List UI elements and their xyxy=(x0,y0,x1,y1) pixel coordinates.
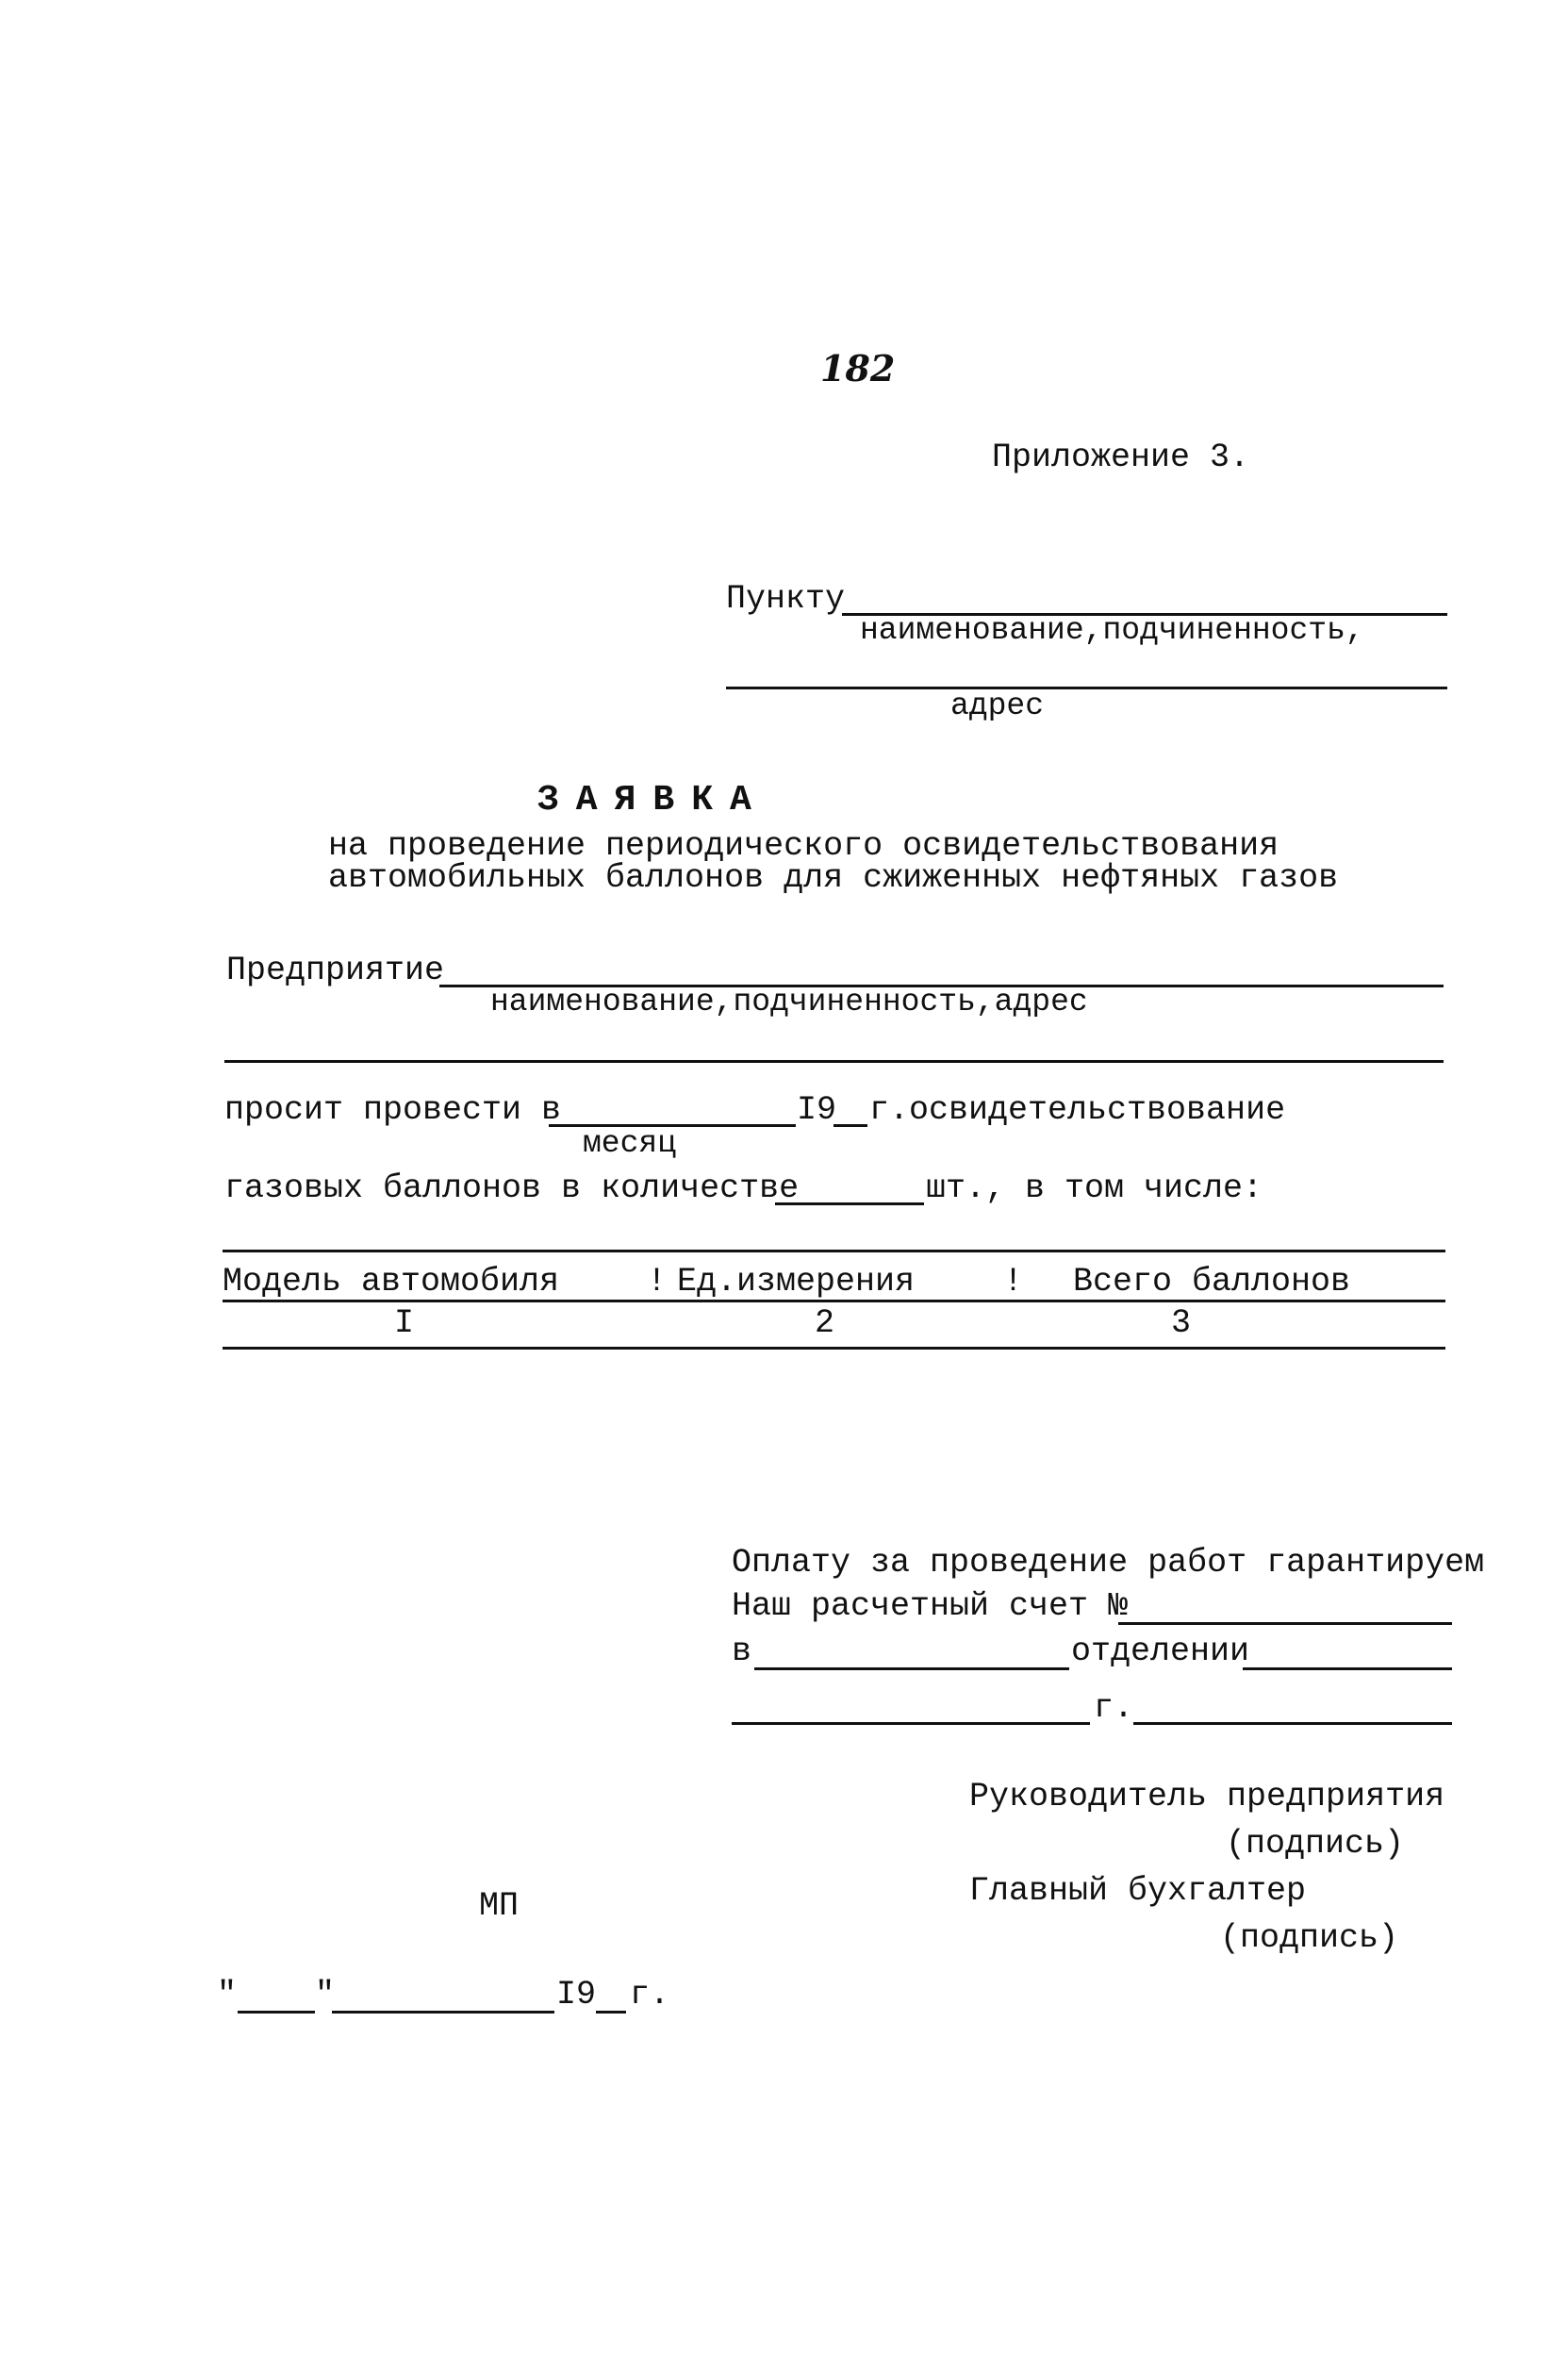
page-number: 182 xyxy=(820,347,896,389)
appendix-label: Приложение 3. xyxy=(992,439,1250,476)
addressee-caption-name: наименование,подчиненность, xyxy=(860,613,1364,648)
payment-bank-line xyxy=(754,1667,1069,1670)
request-prefix: просит провести в xyxy=(224,1091,562,1129)
table-header-sep-2: ! xyxy=(1003,1263,1024,1301)
payment-in-label: в xyxy=(732,1632,752,1670)
document-title: ЗАЯВКА xyxy=(537,780,768,820)
table-header-unit: Ед.измерения xyxy=(677,1263,916,1301)
request-suffix: г.освидетельствование xyxy=(869,1091,1286,1129)
payment-city-line-2 xyxy=(1133,1722,1452,1725)
quantity-prefix: газовых баллонов в количестве xyxy=(224,1169,800,1207)
table-header-sep-1: ! xyxy=(647,1263,668,1301)
stamp-label: МП xyxy=(479,1887,520,1925)
table-top-line xyxy=(223,1250,1445,1252)
payment-account-line xyxy=(1118,1622,1452,1625)
enterprise-label: Предприятие xyxy=(226,952,445,989)
table-header-total: Всего баллонов xyxy=(1073,1263,1351,1301)
date-year-suffix: г. xyxy=(630,1976,670,2014)
signature-director-label: Руководитель предприятия xyxy=(969,1778,1445,1815)
payment-branch-line xyxy=(1243,1667,1452,1670)
quantity-line xyxy=(775,1202,924,1205)
enterprise-caption: наименование,подчиненность,адрес xyxy=(490,985,1088,1019)
payment-branch-label: отделении xyxy=(1071,1632,1250,1670)
date-open-quote: " xyxy=(217,1976,238,2014)
subtitle-line-1: на проведение периодического освидетельствования xyxy=(328,827,1279,865)
date-year-prefix: I9 xyxy=(556,1976,597,2014)
request-year-line xyxy=(834,1124,867,1127)
date-year-line xyxy=(596,2011,626,2014)
signature-accountant-label: Главный бухгалтер xyxy=(969,1872,1307,1910)
addressee-line-2 xyxy=(726,687,1447,689)
table-col-number-2: 2 xyxy=(815,1304,835,1342)
table-col-number-3: 3 xyxy=(1171,1304,1192,1342)
quantity-suffix: шт., в том числе: xyxy=(926,1169,1263,1207)
addressee-label: Пункту xyxy=(726,580,846,618)
table-header-line xyxy=(223,1300,1445,1302)
table-col-number-1: I xyxy=(394,1304,415,1342)
addressee-caption-address: адрес xyxy=(950,688,1045,723)
request-year-prefix: I9 xyxy=(797,1091,837,1129)
signature-accountant-caption: (подпись) xyxy=(1220,1919,1399,1957)
payment-city-suffix: г. xyxy=(1094,1689,1134,1727)
subtitle-line-2: автомобильных баллонов для сжиженных нефтяных газов xyxy=(328,859,1339,897)
table-bottom-line xyxy=(223,1347,1445,1350)
date-month-line xyxy=(332,2011,554,2014)
date-day-line xyxy=(238,2011,315,2014)
enterprise-line-2 xyxy=(224,1060,1444,1063)
request-month-caption: месяц xyxy=(583,1126,677,1161)
date-close-quote: " xyxy=(315,1976,336,2014)
table-header-model: Модель автомобиля xyxy=(223,1263,560,1301)
payment-account-label: Наш расчетный счет № xyxy=(732,1587,1129,1625)
payment-guarantee: Оплату за проведение работ гарантируем xyxy=(732,1544,1485,1582)
payment-city-line xyxy=(732,1722,1090,1725)
signature-director-caption: (подпись) xyxy=(1226,1825,1405,1863)
